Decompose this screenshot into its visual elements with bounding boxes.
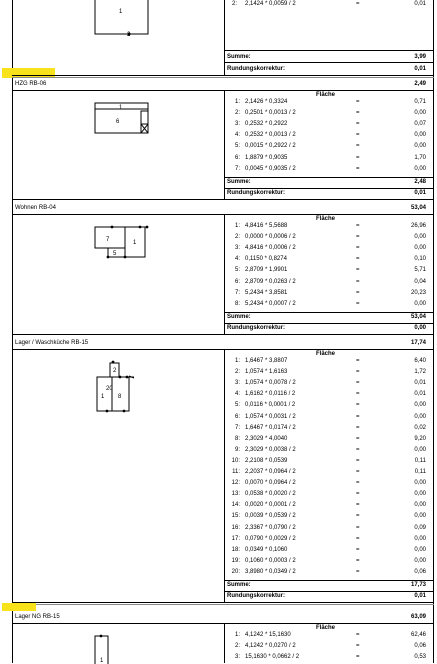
row-value: 0,71 [414,99,426,105]
row-equals: = [356,513,360,520]
row-formula: 0,0039 * 0,0539 / 2 [245,513,296,520]
row-value: 0,00 [414,513,426,520]
summe-label: Summe: [227,54,251,60]
row-equals: = [356,391,360,398]
section-header-divider [12,349,434,350]
room-sketch [0,354,224,418]
row-number: 7: [234,289,240,296]
sketch-label: 2 [113,368,117,374]
row-value: 20,23 [410,289,426,296]
row-number: 15: [231,513,240,520]
column-divider [224,90,225,199]
row-number: 3: [234,121,240,128]
row-formula: 1,6467 * 0,0174 / 2 [245,424,296,431]
row-formula: 4,8416 * 0,0006 / 2 [245,245,296,252]
row-equals: = [356,435,360,442]
sketch-label: 5 [113,251,117,257]
row-equals: = [356,245,360,252]
section-separator [12,334,434,335]
row-formula: 0,0000 * 0,0006 / 2 [245,234,296,241]
row-equals: = [356,480,360,487]
row-value: 0,11 [414,469,426,475]
row-equals: = [356,524,360,531]
sketch-point [106,410,109,413]
row-number: 7: [234,165,240,172]
row-divider [224,580,433,581]
sketch-point [124,256,127,259]
column-divider [224,214,225,334]
row-value: 0,10 [414,256,426,263]
row-equals: = [356,424,360,431]
sketch-label: 6 [116,119,120,125]
row-value: 0,00 [414,480,426,487]
row-equals: = [356,143,360,150]
row-equals: = [356,267,360,274]
row-formula: 3,8980 * 0,0349 / 2 [245,568,296,575]
section-separator [12,77,434,78]
row-formula: 2,1424 * 0,0059 / 2 [245,1,296,7]
row-value: 0,00 [414,300,426,307]
row-number: 7: [234,424,240,431]
row-formula: 0,0349 * 0,1060 [245,546,288,553]
sketch-point [107,256,110,259]
column-heading: Fläche [316,92,336,98]
row-formula: 0,0790 * 0,0029 / 2 [245,535,296,542]
row-value: 0,00 [414,402,426,409]
summe-value: 3,99 [414,54,426,60]
page-frame-right [433,0,434,663]
row-equals: = [356,457,360,464]
row-equals: = [356,557,360,564]
sketch-label: 7 [106,237,110,243]
row-number: 20: [231,568,240,575]
row-formula: 5,2434 * 3,8581 [245,289,288,296]
room-sketch [0,628,224,664]
row-value: 0,00 [414,502,426,509]
row-number: 4: [234,391,240,398]
row-number: 14: [231,502,240,509]
section-separator [12,604,434,605]
row-number: 1: [234,99,240,105]
row-equals: = [356,469,360,475]
section-total: 17,74 [410,340,426,346]
row-equals: = [356,99,360,105]
sketch-point [100,635,103,638]
row-divider [224,591,433,592]
row-number: 16: [231,524,240,531]
row-formula: 1,0574 * 0,0078 / 2 [245,380,296,387]
sketch-outline [95,109,148,133]
room-sketch [0,95,224,145]
row-value: 0,00 [414,413,426,420]
row-equals: = [356,568,360,575]
row-equals: = [356,278,360,285]
row-number: 1: [234,223,240,229]
row-number: 12: [231,480,240,487]
row-value: 0,00 [414,446,426,453]
row-formula: 0,2501 * 0,0013 / 2 [245,110,296,117]
row-number: 13: [231,491,240,498]
row-formula: 0,0070 * 0,0964 / 2 [245,480,296,487]
row-equals: = [356,502,360,509]
row-divider [224,312,433,313]
row-formula: 15,1630 * 0,0662 / 2 [245,654,300,661]
row-equals: = [356,369,360,376]
row-divider [224,188,433,189]
row-equals: = [356,491,360,498]
row-formula: 2,8709 * 0,0263 / 2 [245,278,296,285]
row-value: 0,02 [414,424,426,431]
row-number: 9: [234,446,240,453]
row-divider [224,50,433,51]
row-value: 0,00 [414,491,426,498]
row-number: 11: [232,469,240,475]
section-header-divider [12,623,434,624]
row-number: 6: [234,413,240,420]
row-formula: 2,3029 * 0,0038 / 2 [245,446,296,453]
sketch-point [111,226,114,229]
row-number: 18: [231,546,240,553]
summe-value: 2,48 [414,178,426,185]
row-equals: = [356,643,360,650]
column-heading: Fläche [316,216,336,222]
row-value: 0,01 [414,391,426,398]
row-equals: = [356,300,360,307]
row-number: 2: [234,234,240,241]
row-value: 0,09 [414,524,426,531]
rundung-label: Rundungskorrektur: [227,324,286,331]
row-equals: = [356,535,360,542]
column-heading: Fläche [316,351,336,357]
row-value: 0,11 [414,457,426,464]
section-total: 63,09 [410,614,426,620]
row-divider [224,62,433,63]
row-formula: 1,6467 * 3,8807 [245,358,288,364]
sketch-point [119,376,122,379]
row-equals: = [356,121,360,128]
sketch-outline [141,111,148,124]
row-equals: = [356,402,360,409]
row-value: 0,06 [414,643,426,650]
row-value: 0,07 [414,121,426,128]
summe-label: Summe: [227,313,251,320]
row-formula: 4,1242 * 0,0270 / 2 [245,643,296,650]
row-value: 0,00 [414,557,426,564]
row-value: 0,01 [414,380,426,387]
column-divider [224,349,225,602]
row-value: 0,04 [414,278,426,285]
row-formula: 0,2532 * 0,0013 / 2 [245,132,296,139]
row-formula: 1,8879 * 0,9035 [245,154,288,161]
sketch-point [126,376,129,379]
rundung-value: 0,01 [414,593,426,599]
row-number: 19: [231,557,240,564]
row-equals: = [356,223,360,229]
room-sketch [0,218,224,263]
row-equals: = [356,289,360,296]
section-title: HZG RB-06 [15,81,47,87]
section-header-divider [12,214,434,215]
row-number: 2: [234,110,240,117]
row-formula: 0,0116 * 0,0001 / 2 [245,402,296,409]
sketch-label: 8 [118,394,122,400]
row-formula: 0,0015 * 0,2922 / 2 [245,143,296,150]
row-value: 9,20 [414,435,426,442]
row-equals: = [356,380,360,387]
row-equals: = [356,413,360,420]
row-number: 8: [234,300,240,307]
row-value: 6,40 [414,358,426,364]
row-formula: 0,0045 * 0,9035 / 2 [245,165,296,172]
row-formula: 2,1426 * 0,3324 [245,99,288,105]
row-number: 3: [234,380,240,387]
sketch-label: 1 [133,240,137,246]
row-value: 0,00 [414,143,426,150]
row-number: 5: [234,402,240,409]
row-number: 4: [234,132,240,139]
row-number: 1: [234,358,240,364]
row-formula: 2,3367 * 0,0790 / 2 [245,524,296,531]
row-number: 10: [231,457,240,464]
row-number: 8: [234,435,240,442]
row-equals: = [356,446,360,453]
row-formula: 0,1060 * 0,0003 / 2 [245,557,296,564]
highlight-marker [2,603,36,611]
column-heading: Fläche [316,625,336,631]
row-equals: = [356,165,360,172]
row-equals: = [356,234,360,241]
row-number: 6: [234,154,240,161]
summe-value: 53,04 [410,313,426,320]
row-number: 6: [234,278,240,285]
section-total: 2,49 [414,81,426,87]
row-equals: = [356,256,360,263]
row-value: 0,00 [414,546,426,553]
room-sketch [0,0,224,74]
row-value: 5,71 [414,267,426,274]
row-value: 0,01 [414,1,426,7]
sketch-outline [97,377,112,411]
row-divider [224,323,433,324]
row-equals: = [356,1,360,7]
summe-value: 17,73 [410,582,426,588]
row-formula: 0,2532 * 0,2922 [245,121,288,128]
sketch-point [146,226,149,229]
row-formula: 2,8709 * 1,9901 [245,267,288,274]
row-value: 0,00 [414,535,426,542]
row-value: 0,00 [414,132,426,139]
sketch-outline [95,227,125,248]
row-equals: = [356,132,360,139]
sketch-point [112,361,115,364]
summe-label: Summe: [227,178,251,185]
section-separator [12,75,434,76]
column-divider [224,623,225,663]
row-formula: 2,2037 * 0,0964 / 2 [245,469,296,475]
row-formula: 2,3029 * 4,0040 [245,435,288,442]
rundung-value: 0,01 [414,189,426,196]
row-formula: 2,2108 * 0,0539 [245,457,288,464]
rundung-value: 0,01 [414,66,426,72]
rundung-label: Rundungskorrektur: [227,66,286,72]
section-title: Lager NG RB-15 [15,614,60,620]
section-separator [12,602,434,603]
row-value: 0,06 [414,568,426,575]
row-equals: = [356,546,360,553]
sketch-label: 1 [119,9,123,15]
row-equals: = [356,110,360,117]
row-formula: 4,1242 * 15,1630 [245,632,291,638]
section-separator [12,199,434,200]
row-equals: = [356,358,360,364]
section-title: Lager / Waschküche RB-15 [15,340,89,346]
rundung-value: 0,00 [414,324,426,331]
row-number: 2: [234,643,240,650]
row-value: 0,00 [414,245,426,252]
row-number: 2: [232,1,238,7]
rundung-label: Rundungskorrektur: [227,189,286,196]
row-value: 1,72 [414,369,426,376]
row-number: 5: [234,267,240,274]
row-value: 1,70 [414,154,426,161]
sketch-point [139,226,142,229]
row-number: 4: [234,256,240,263]
row-formula: 0,1150 * 0,8274 [245,256,287,263]
column-divider [224,0,225,75]
section-title: Wohnen RB-04 [15,205,56,211]
row-equals: = [356,654,360,661]
section-total: 53,04 [410,205,426,211]
row-formula: 1,0574 * 0,0031 / 2 [245,413,296,420]
sketch-label: 1 [119,105,123,111]
row-number: 5: [234,143,240,150]
row-equals: = [356,632,360,638]
sketch-outline [108,248,125,257]
row-value: 0,53 [414,654,426,661]
row-equals: = [356,154,360,161]
rundung-label: Rundungskorrektur: [227,593,286,599]
row-value: 0,00 [414,110,426,117]
row-value: 26,96 [410,223,426,229]
row-value: 0,00 [414,234,426,241]
row-formula: 1,6162 * 0,0116 / 2 [245,391,296,398]
row-formula: 5,2434 * 0,0007 / 2 [245,300,296,307]
row-number: 3: [234,654,240,661]
row-number: 2: [234,369,240,376]
sketch-label: 20 [106,386,113,392]
row-number: 3: [234,245,240,252]
sketch-label: 2 [127,32,131,38]
row-formula: 0,0538 * 0,0020 / 2 [245,491,296,498]
summe-label: Summe: [227,582,251,588]
row-formula: 1,0574 * 1,6163 [245,369,288,376]
sketch-point [123,410,126,413]
row-value: 0,00 [414,165,426,172]
section-header-divider [12,90,434,91]
row-number: 1: [234,632,240,638]
sketch-label: 1 [100,658,104,664]
row-formula: 0,0020 * 0,0001 / 2 [245,502,296,509]
row-number: 17: [231,535,240,542]
row-value: 62,46 [410,632,426,638]
row-formula: 4,8416 * 5,5688 [245,223,288,229]
sketch-label: 1 [101,394,105,400]
row-divider [224,177,433,178]
